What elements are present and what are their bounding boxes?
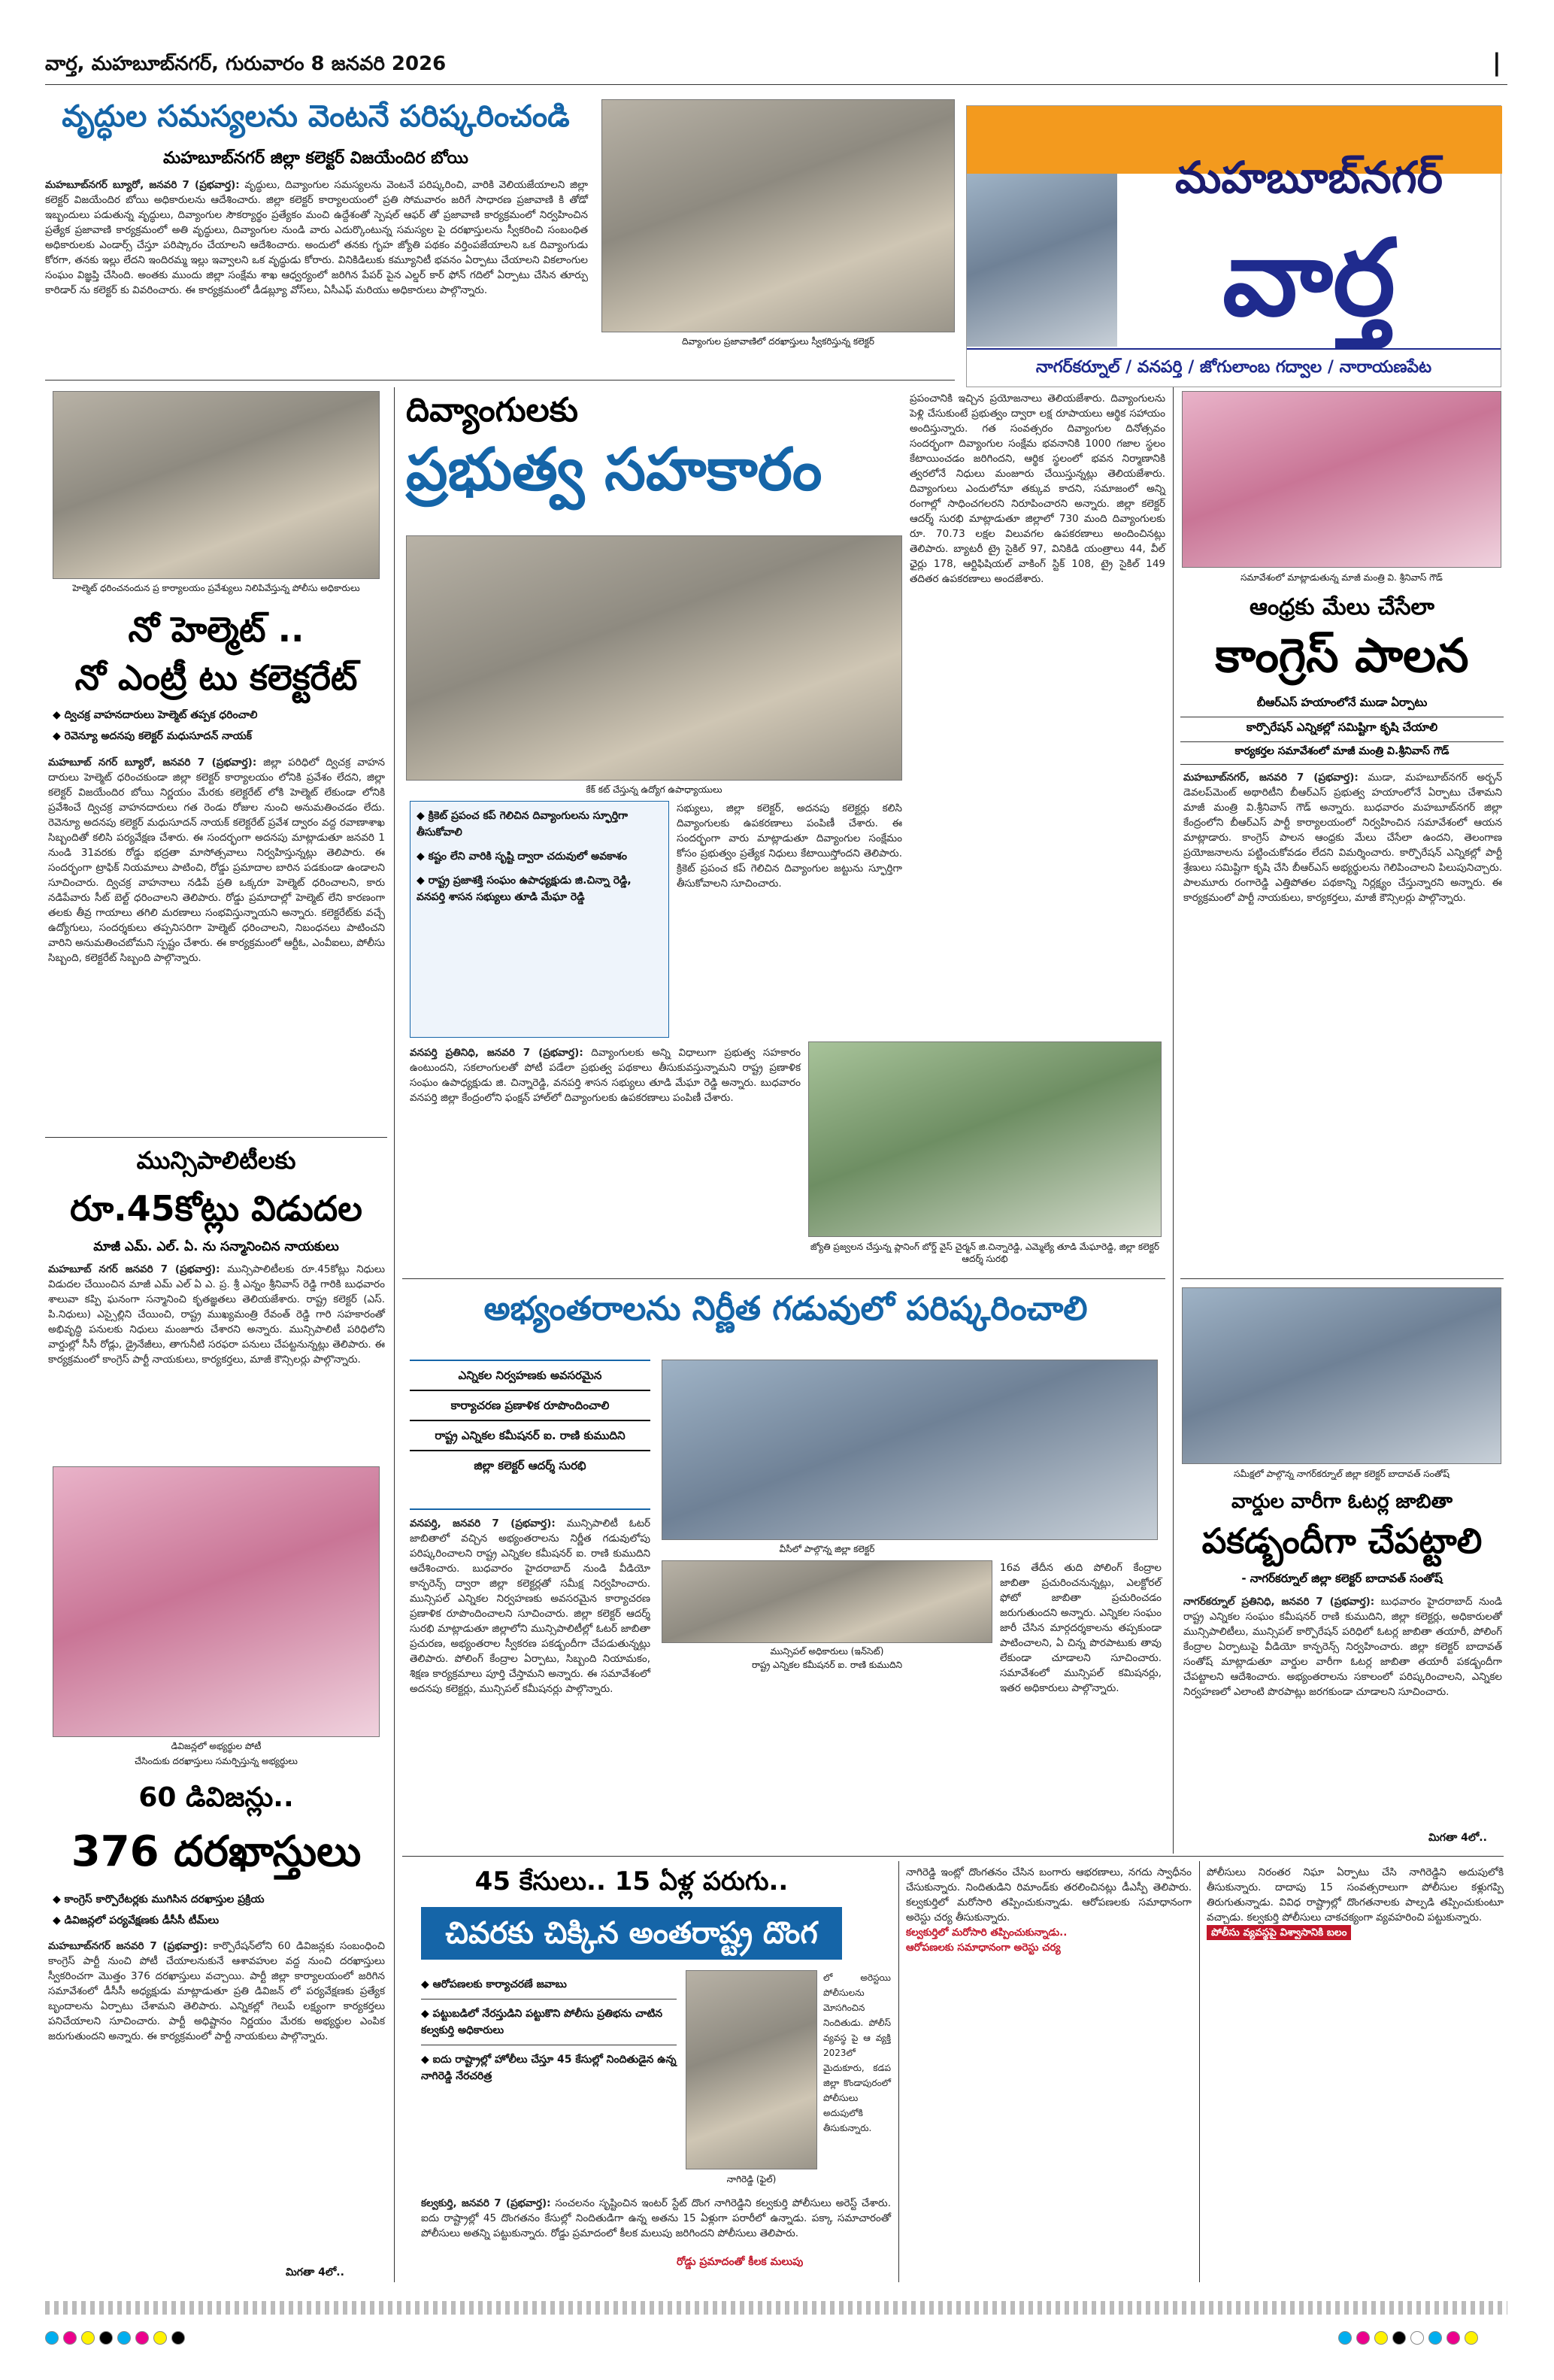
divisions-body: మహబూబ్‌నగర్ జనవరి 7 (ప్రభవార్త): కార్పొరేషన్‌లోని 60 డివిజన్లకు సంబంధించి కాంగ్రెస్ పార్టీ నుంచి పోటీ చేయాలనుకునే ఆశావహుల వద్ద నుంచి దరఖాస్తులు స్వీకరించగా మొత్తం 376 దరఖాస్తులు వచ్చాయి. పార్టీ జిల్లా కార్యాలయంలో జరిగిన సమావేశంలో డీసీసీ అధ్యక్షుడు మాట్లాడుతూ ప్రతి డివిజన్ లో పర్యవేక్షణకు ప్రత్యేక బృందాలను ఏర్పాటు చేశామని తెలిపారు. ఎన్నికల్లో గెలుపే లక్ష్యంగా కార్యకర్తలు పనిచేయాలని సూచించారు. పార్టీ అధిష్టానం నిర్ణయం మేరకు అభ్యర్థుల ఎంపిక జరుగుతుందని అన్నారు. ఈ కార్యక్రమంలో పార్టీ నాయకులు పాల్గొన్నారు. [48, 1940, 385, 2042]
section-rule [402, 1856, 1504, 1857]
congress-kicker: ఆంధ్రకు మేలు చేసేలా [1250, 594, 1434, 620]
column-rule [898, 1861, 899, 2282]
helmet-body: మహబూబ్ నగర్ బ్యూరో, జనవరి 7 (ప్రభవార్త): జిల్లా పరిధిలో ద్విచక్ర వాహన దారులు హెల్మెట్ ధరించకుండా జిల్లా కలెక్టర్ కార్యాలయం లోనికి ప్రవేశం లేదని, జిల్లా కలెక్టర్ విజయేందిర బోయి నిర్ణయం మేరకు కలెక్టరేట్ లోకి హెల్మెట్ లేకుండా లోనికి ప్రవేశించే ద్విచక్ర వాహనదారులు గత రెండు రోజుల నుంచి అనుమతించడం లేదు. రెవెన్యూ అదనపు కలెక్టర్ మధుసూదన్ నాయక్ కలెక్టరేట్ ప్రవేశ ద్వారం వద్ద రవాణాశాఖ సిబ్బందితో కలిసి పర్యవేక్షణ చేశారు. ఈ సందర్భంగా అదనపు మాట్లాడుతూ జనవరి 1 నుండి 31వరకు రోడ్డు భద్రతా మాసోత్సవాలు నిర్వహిస్తున్నట్లు తెలిపారు. ఈ సందర్భంగా ట్రాఫిక్ నియమాలు పాటించి, రోడ్డు ప్రమాదాల బారిన పడకుండా ఉండాలని సూచించారు. ద్విచక్ర వాహనాలు నడిపే ప్రతి ఒక్కరూ హెల్మెట్ ధరించాలని, కారు నడిపేవారు సీట్ బెల్ట్ ధరించాలని తెలిపారు. రోడ్డు ప్రమాదాల్లో హెల్మెట్ లేని కారణంగా తలకు తీవ్ర గాయాలు తగిలి మరణాలు సంభవిస్తున్నాయని అన్నారు. కలెక్టరేట్‌కు వచ్చే ఉద్యోగులు, సందర్శకులు తప్పనిసరిగా హెల్మెట్ ధరించాలని, నిబంధనలు పాటించని వారిని అనుమతించబోమని స్పష్టం చేశారు. ఈ కార్యక్రమంలో ఆర్టీఓ, ఎంవీఐలు, పోలీసు సిబ్బంది, కలెక్టరేట్ సిబ్బంది పాల్గొన్నారు. [48, 756, 385, 964]
municipal-body: మహబూబ్ నగర్ జనవరి 7 (ప్రభవార్త): మున్సిపాలిటీలకు రూ.45కోట్లు నిధులు విడుదల చేయించిన మాజీ ఎమ్ ఎల్ ఏ ఎ. ప్ర. శ్రీ ఎన్నం శ్రీనివాస్ రెడ్డి గారికి బుధవారం శాలువా కప్పి ఘనంగా సన్మానించి కృతజ్ఞతలు తెలియజేశారు. రాష్ట్ర కలెక్టర్ (ఎస్. పి.నిధులు) ఎస్సైల్లిని చేయించి, రాష్ట్ర ముఖ్యమంత్రి రేవంత్ రెడ్డి గారి సహకారంతో అభివృద్ధి పనులకు నిధులు మంజూరు చేశారని అన్నారు. మున్సిపాలిటీ పరిధిలోని వార్డుల్లో సీసీ రోడ్లు, డ్రైనేజీలు, తాగునీటి సరఫరా పనులు చేపట్టనున్నట్లు తెలిపారు. ఈ కార్యక్రమంలో కాంగ్రెస్ పార్టీ నాయకులు, కార్యకర్తలు, మాజీ కౌన్సిలర్లు పాల్గొన్నారు. [48, 1263, 386, 1366]
color-dot [1356, 2331, 1370, 2345]
election-photo2-caption-2: రాష్ట్ర ఎన్నికల కమీషనర్ ఐ. రాణి కుముదిని [751, 1660, 903, 1670]
helmet-photo-caption: హెల్మెట్ ధరించనందున ప్ర కార్యాలయం ప్రవేశ్యులు నిలిపివేస్తున్న పోలీసు అధికారులు [72, 583, 360, 593]
section-rule [1180, 1278, 1504, 1279]
election-body-2: 16వ తేదీన తుది పోలింగ్ కేంద్రాల జాబితా ప్రచురించనున్నట్లు, ఎలక్టోరల్ ఫోటో జాబితా ప్రచురించడం జరుగుతుందని అన్నారు. ఎన్నికల సంఘం జారీ చేసిన మార్గదర్శకాలను తప్పకుండా పాటించాలని, ఏ చిన్న పొరపాటుకు తావు లేకుండా చూడాలని సూచించారు. సమావేశంలో మున్సిపల్ కమిషనర్లు, ఇతర అధికారులు పాల్గొన్నారు. [1000, 1562, 1162, 1694]
thief-bullet-3: ◆ ఐదు రాష్ట్రాల్లో హోలీలు చేస్తూ 45 కేసుల్లో నిందితుడైన ఉన్న నాగిరెడ్డి నేరచరిత్ర [421, 2045, 677, 2090]
section-rule [402, 1278, 1165, 1279]
masthead-photo [967, 174, 1117, 347]
congress-photo [1182, 391, 1501, 568]
color-dot [81, 2331, 95, 2345]
divyang-photo2-caption: జ్యోతి ప్రజ్వలన చేస్తున్న ప్లానింగ్ బోర్డ్ వైస్ చైర్మన్ జి.చిన్నారెడ్డి, ఎమ్మెల్యే తూడి మేఘారెడ్డి, జిల్లా కలెక్టర్ ఆదర్శ్ సురభి [810, 1242, 1160, 1264]
helmet-headline2: నో ఎంట్రీ టు కలెక్టరేట్ [74, 657, 358, 698]
brand-top: మహబూబ్‌నగర్ [1175, 152, 1443, 203]
column-rule [1199, 1861, 1200, 2282]
helmet-bullet-1: ◆ ద్విచక్ర వాహనదారులు హెల్మెట్ తప్పక ధరించాలి [53, 707, 383, 723]
voters-continued: మిగతా 4లో.. [1428, 1832, 1487, 1844]
voters-headline: పకడ్బందీగా చేపట్టాలి [1201, 1520, 1483, 1561]
divisions-bullet-2: ◆ డివిజన్లలో పర్యవేక్షణకు డీసీసీ టీమ్‌లు [53, 1912, 383, 1929]
top-rule [45, 84, 1507, 85]
color-dot [99, 2331, 113, 2345]
divisions-bullet-1: ◆ కాంగ్రెస్ కార్పొరేటర్లకు ముగిసిన దరఖాస్తుల ప్రక్రియ [53, 1891, 383, 1908]
masthead-box [966, 105, 1501, 387]
election-box-line-1: ఎన్నికల నిర్వహణకు అవసరమైన [410, 1361, 650, 1391]
page-dateline: వార్త, మహబూబ్‌నగర్, గురువారం 8 జనవరి 2026 [45, 53, 447, 75]
masthead-districts: నాగర్‌కర్నూల్ / వనపర్తి / జోగులాంబ గద్వాల / నారాయణపేట [967, 348, 1501, 384]
voters-kicker: వార్డుల వారీగా ఓటర్ల జాబితా [1231, 1490, 1453, 1513]
divyang-bullet-1: ◆ క్రికెట్ ప్రపంచ కప్ గెలిచిన దివ్యాంగులను స్ఫూర్తిగా తీసుకోవాలి [417, 808, 662, 841]
divyang-col-c: సభ్యులు, జిల్లా కలెక్టర్, అదనపు కలెక్టర్లు కలిసి దివ్యాంగులకు ఉపకరణాలు పంపిణీ చేశారు. ఈ సందర్భంగా వారు మాట్లాడుతూ దివ్యాంగుల సంక్షేమం కోసం ప్రభుత్వం ప్రత్యేక నిధులు కేటాయిస్తోందని తెలిపారు. క్రికెట్ ప్రపంచ కప్ గెలిచిన దివ్యాంగుల జట్టును స్ఫూర్తిగా తీసుకోవాలని సూచించారు. [677, 802, 902, 890]
divyang-col-a-wrap [910, 391, 1165, 1030]
election-summary-box [410, 1360, 650, 1510]
election-photo-caption: వీసీలో పాల్గొన్న జిల్లా కలెక్టర్ [779, 1544, 875, 1554]
divisions-headline1: 60 డివిజన్లు.. [138, 1782, 294, 1813]
divisions-photo-caption-2: చేసిందుకు దరఖాస్తులు సమర్పిస్తున్న అభ్యర్థులు [135, 1756, 298, 1766]
color-registration-left [45, 2331, 189, 2348]
helmet-headline1: నో హెల్మెట్ .. [128, 609, 304, 650]
color-dot [1428, 2331, 1442, 2345]
thief-subhead-d: పోలీసు వ్యవస్థపై విశ్వాసానికి బలం [1207, 1925, 1351, 1940]
election-photo-inset [662, 1560, 992, 1643]
brand-main: వార్త [1222, 217, 1395, 340]
voters-photo [1182, 1287, 1501, 1464]
thief-kicker: 45 కేసులు.. 15 ఏళ్ల పరుగు.. [474, 1866, 789, 1896]
color-dot [1446, 2331, 1460, 2345]
divyang-photo-caption: కేక్ కట్ చేస్తున్న ఉద్యోగ ఉపాధ్యాయులు [586, 784, 722, 795]
thief-photo-caption: నాగిరెడ్డి (ఫైల్) [726, 2174, 777, 2184]
municipal-headline2: రూ.45కోట్లు విడుదల [70, 1188, 362, 1229]
color-registration-right [1338, 2331, 1483, 2348]
thief-bullet-2: ◆ పట్టుబడిలో నేరస్తుడిని పట్టుకొని పోలీసు ప్రతిభను చాటిన కల్వకుర్తి అధికారులు [421, 2000, 677, 2045]
color-dot [45, 2331, 59, 2345]
election-box-line-4: జిల్లా కలెక్టర్ ఆదర్శ్ సురభి [474, 1459, 586, 1472]
voters-photo-caption: సమీక్షలో పాల్గొన్న నాగర్‌కర్నూల్ జిల్లా కలెక్టర్ బాదావత్ సంతోష్ [1233, 1469, 1449, 1479]
congress-sub3: కార్యకర్తల సమావేశంలో మాజీ మంత్రి వి.శ్రీనివాస్ గౌడ్ [1180, 745, 1504, 765]
divyang-highlights [410, 801, 669, 1038]
divyang-photo [406, 535, 902, 781]
congress-headline: కాంగ్రెస్ పాలన [1215, 628, 1469, 683]
divyang-headline2: ప్రభుత్వ సహకారం [406, 436, 822, 504]
helmet-bullet-2: ◆ రెవెన్యూ అదనపు కలెక్టర్ మధుసూదన్ నాయక్ [53, 728, 383, 744]
thief-headline: చివరకు చిక్కిన అంతరాష్ట్ర దొంగ [421, 1907, 842, 1960]
thief-col-d: పోలీసులు నిరంతర నిఘా ఏర్పాటు చేసి నాగిరెడ్డిని అదుపులోకి తీసుకున్నారు. దాదాపు 15 సంవత్సరాలుగా పోలీసుల కళ్లుగప్పి తిరుగుతున్నాడు. వివిధ రాష్ట్రాల్లో దొంగతనాలకు పాల్పడి తప్పించుకుంటూ వచ్చాడు. కల్వకుర్తి పోలీసులు చాకచక్యంగా వ్యవహరించి పట్టుకున్నారు. పోలీసు వ్యవస్థపై విశ్వాసానికి బలం [1207, 1866, 1504, 1939]
divyang-bullet-3: ◆ రాష్ట్ర ప్రజాశక్తి సంఘం ఉపాధ్యక్షుడు జి.చిన్నా రెడ్డి, వనపర్తి శాసన సభ్యులు తూడి మేఘా రెడ్డి [417, 872, 662, 905]
story1-photo-caption: దివ్యాంగుల ప్రజావాణిలో దరఖాస్తులు స్వీకరిస్తున్న కలెక్టర్ [681, 336, 875, 347]
story1-subhead: మహబూబ్‌నగర్ జిల్లా కలెక్టర్ విజయేందిర బోయి [163, 149, 468, 168]
color-dot [117, 2331, 131, 2345]
voters-sub: - నాగర్‌కర్నూల్ జిల్లా కలెక్టర్ బాదావత్ సంతోష్ [1241, 1572, 1443, 1585]
congress-body: మహబూబ్‌నగర్, జనవరి 7 (ప్రభవార్త): ముడా, మహబూబ్‌నగర్ అర్బన్ డెవలప్‌మెంట్ అథారిటీని బీఆర్ఎస్ ప్రభుత్వ హయాంలోనే ఏర్పాటు చేశామని మాజీ మంత్రి వి.శ్రీనివాస్ గౌడ్ అన్నారు. బుధవారం మహబూబ్‌నగర్ జిల్లా కేంద్రంలోని బీఆర్ఎస్ పార్టీ కార్యాలయంలో నిర్వహించిన సమావేశంలో ఆయన మాట్లాడారు. కాంగ్రెస్ పాలన ఆంధ్రకు మేలు చేసేలా ఉందని, తెలంగాణ ప్రయోజనాలను పట్టించుకోవడం లేదని విమర్శించారు. కార్పొరేషన్ ఎన్నికల్లో పార్టీ శ్రేణులు సమిష్టిగా కృషి చేసి బీఆర్ఎస్ అభ్యర్థులను గెలిపించాలని పిలుపునిచ్చారు. పాలమూరు రంగారెడ్డి ఎత్తిపోతల పథకాన్ని నిర్లక్ష్యం చేస్తున్నారని అన్నారు. ఈ కార్యక్రమంలో పార్టీ నాయకులు, కార్యకర్తలు, మాజీ కౌన్సిలర్లు పాల్గొన్నారు. [1183, 772, 1502, 904]
column-rule [394, 387, 395, 2282]
color-dot [171, 2331, 185, 2345]
municipal-headline1: మున్సిపాలిటీలకు [136, 1146, 296, 1175]
color-dot [1374, 2331, 1388, 2345]
voters-body: నాగర్‌కర్నూల్ ప్రతినిధి, జనవరి 7 (ప్రభవార్త): బుధవారం హైదరాబాద్ నుండి రాష్ట్ర ఎన్నికల సంఘం కమీషనర్ రాణి కుముదిని, జిల్లా కలెక్టర్లు, అధికారులతో మున్సిపాలిటీలు, మున్సిపల్ కార్పొరేషన్ పరిధిలో ఓటర్ల జాబితా తయారీ, పోలింగ్ కేంద్రాల ఏర్పాటుపై వీడియో కాన్ఫరెన్స్ నిర్వహించారు. జిల్లా కలెక్టర్ బాదావత్ సంతోష్ మాట్లాడుతూ వార్డుల వారీగా ఓటర్ల జాబితా తయారీ పకడ్బందీగా చేపట్టాలని ఆదేశించారు. అభ్యంతరాలను సకాలంలో పరిష్కరించాలని, ఎన్నికల నిర్వహణలో ఎలాంటి పొరపాట్లు జరగకుండా చూడాలని సూచించారు. [1183, 1596, 1502, 1698]
thief-col-c: నాగిరెడ్డి ఇంట్లో దొంగతనం చేసిన బంగారు ఆభరణాలు, నగదు స్వాధీనం చేసుకున్నారు. నిందితుడిని రిమాండ్‌కు తరలించినట్లు డీఎస్పీ తెలిపారు. కల్వకుర్తిలో మరోసారి తప్పించుకున్నాడు. ఆరోపణలకు సమాధానంగా అరెస్టు చర్య తీసుకున్నారు. కల్వకుర్తిలో మరోసారి తప్పించుకున్నాడు.. ఆరోపణలకు సమాధానంగా అరెస్టు చర్య [906, 1866, 1192, 1954]
election-headline: అభ్యంతరాలను నిర్ణీత గడువులో పరిష్కరించాలి [483, 1290, 1088, 1328]
congress-sub1: బీఆర్ఎస్ హయాంలోనే ముడా ఏర్పాటు [1180, 696, 1504, 717]
thief-subhead-c1: కల్వకుర్తిలో మరోసారి తప్పించుకున్నాడు.. [906, 1927, 1068, 1939]
color-dot [153, 2331, 167, 2345]
thief-col-b: కల్వకుర్తి, జనవరి 7 (ప్రభవార్త): సంచలనం సృష్టించిన ఇంటర్ స్టేట్ దొంగ నాగిరెడ్డిని కల్వకుర్తి పోలీసులు అరెస్ట్ చేశారు. ఐదు రాష్ట్రాల్లో 45 దొంగతనం కేసుల్లో నిందితుడిగా ఉన్న అతను 15 ఏళ్లుగా పరారీలో ఉన్నాడు. పక్కా సమాచారంతో పోలీసులు అతన్ని పట్టుకున్నారు. రోడ్డు ప్రమాదంలో కీలక మలుపు జరిగిందని పోలీసులు తెలిపారు. [421, 2197, 892, 2239]
divisions-headline2: 376 దరఖాస్తులు [71, 1827, 362, 1876]
page-mark: | [1492, 48, 1501, 77]
color-dot [1338, 2331, 1352, 2345]
divyang-photo-2 [808, 1041, 1162, 1237]
election-box-line-2: కార్యాచరణ ప్రణాళిక రూపొందించాలి [410, 1391, 650, 1421]
color-dot [1410, 2331, 1424, 2345]
thief-subhead-b: రోడ్డు ప్రమాదంతో కీలక మలుపు [677, 2256, 804, 2268]
congress-photo-caption: సమావేశంలో మాట్లాడుతున్న మాజీ మంత్రి వి. శ్రీనివాస్ గౌడ్ [1240, 572, 1443, 583]
election-photo [662, 1360, 1158, 1540]
thief-subhead-c2: ఆరోపణలకు సమాధానంగా అరెస్టు చర్య [906, 1942, 1061, 1954]
divyang-bullet-2: ◆ కష్టం లేని వారికి సృష్టి ద్వారా చదువులో అవకాశం [417, 848, 662, 865]
municipal-subhead: మాజీ ఎమ్. ఎల్. ఏ. ను సన్మానించిన నాయకులు [93, 1239, 339, 1254]
divyang-col-b: వనపర్తి ప్రతినిధి, జనవరి 7 (ప్రభవార్త): దివ్యాంగులకు అన్ని విధాలుగా ప్రభుత్వ సహకారం ఉంటుందని, సకలాంగులతో పోటీ పడేలా ప్రభుత్వ పథకాలు తీసుకువస్తున్నామని రాష్ట్ర ప్రణాళిక సంఘం ఉపాధ్యక్షుడు జి. చిన్నారెడ్డి, వనపర్తి శాసన సభ్యులు తూడి మేఘా రెడ్డి అన్నారు. బుధవారం వనపర్తి జిల్లా కేంద్రంలోని ఫంక్షన్ హాల్‌లో దివ్యాంగులకు ఉపకరణాలు పంపిణీ చేశారు. [410, 1047, 801, 1104]
divisions-continued: మిగతా 4లో.. [286, 2266, 344, 2278]
election-box-line-3: రాష్ట్ర ఎన్నికల కమీషనర్ ఐ. రాణి కుముదిని [410, 1421, 650, 1451]
helmet-photo [53, 391, 380, 579]
thief-bullet-1: ◆ ఆరోపణలకు కార్యాచరణే జవాబు [421, 1970, 677, 2000]
thief-photo [686, 1970, 817, 2169]
thief-col-a: లో అరెస్టయి పోలీసులను మోసగించిన నిందితుడు. పోలీస్ వ్యవస్థ పై ఆ వ్యక్తి 2023లో మైదుకూరు, కడప జిల్లా కొండాపురంలో పోలీసులు అదుపులోకి తీసుకున్నారు. [823, 1972, 891, 2133]
color-dot [1465, 2331, 1478, 2345]
color-dot [135, 2331, 149, 2345]
color-dot [63, 2331, 77, 2345]
column-rule [1173, 387, 1174, 1854]
story1-photo [601, 99, 955, 332]
footer-bar [45, 2301, 1507, 2315]
divisions-photo [53, 1466, 380, 1737]
section-rule [45, 1137, 387, 1138]
color-dot [1392, 2331, 1406, 2345]
congress-sub2: కార్పొరేషన్ ఎన్నికల్లో సమిష్టిగా కృషి చేయాలి [1180, 720, 1504, 742]
election-body: వనపర్తి, జనవరి 7 (ప్రభవార్త): మున్సిపాలిటీ ఓటర్ జాబితాలో వచ్చిన అభ్యంతరాలను నిర్ణీత గడువులోపు పరిష్కరించాలని రాష్ట్ర ఎన్నికల కమీషనర్ ఐ. రాణి కుముదిని ఆదేశించారు. బుధవారం హైదరాబాద్ నుండి వీడియో కాన్ఫరెన్స్ ద్వారా జిల్లా కలెక్టర్లతో సమీక్ష నిర్వహించారు. మున్సిపల్ ఎన్నికల నిర్వహణకు అవసరమైన కార్యాచరణ ప్రణాళిక రూపొందించాలని సూచించారు. జిల్లా కలెక్టర్ ఆదర్శ్ సురభి మాట్లాడుతూ జిల్లాలోని మున్సిపాలిటీల్లో ఓటర్ జాబితా ప్రచురణ, అభ్యంతరాల స్వీకరణ పకడ్బందీగా చేపడుతున్నట్లు తెలిపారు. పోలింగ్ కేంద్రాల ఏర్పాటు, సిబ్బంది నియామకం, శిక్షణ కార్యక్రమాలు పూర్తి చేస్తామని అన్నారు. ఈ సమావేశంలో అదనపు కలెక్టర్లు, మున్సిపల్ కమీషనర్లు పాల్గొన్నారు. [410, 1517, 651, 1695]
divyang-headline1: దివ్యాంగులకు [406, 391, 578, 429]
story1-headline: వృద్ధుల సమస్యలను వెంటనే పరిష్కరించండి [62, 99, 570, 134]
election-photo2-caption-1: మున్సిపల్ అధికారులు (ఇన్‌సెట్) [770, 1646, 884, 1657]
divyang-col-a: ప్రపంచానికి ఇచ్చిన ప్రయోజనాలు తెలియజేశారు. దివ్యాంగులను పెళ్లి చేసుకుంటే ప్రభుత్వం ద్వారా లక్ష రూపాయలు ఆర్థిక సహాయం అందిస్తున్నారు. గత సంవత్సరం దివ్యాంగుల దినోత్సవం సందర్భంగా దివ్యాంగుల సంక్షేమ భవనానికి 1000 గజాల స్థలం కేటాయించడం జరిగిందని, ఆర్థిక స్థలంలో భవన నిర్మాణానికి త్వరలోనే నిధులు మంజూరు చేయిస్తున్నట్లు తెలియజేశారు. దివ్యాంగులు ఎందులోనూ తక్కువ కాదని, సమాజంలో అన్ని రంగాల్లో సాధించగలరని నిరూపించారని అన్నారు. జిల్లా కలెక్టర్ ఆదర్శ్ సురభి మాట్లాడుతూ జిల్లాలో 730 మంది దివ్యాంగులకు రూ. 70.73 లక్షల విలువగల ఉపకరణాలు అందించినట్లు తెలిపారు. బ్యాటరీ ట్రై సైకిల్ 97, వినికిడి యంత్రాలు 44, వీల్ ఛైర్లు 178, ఆర్టిఫిషియల్ వాకింగ్ స్టిక్ 108, ట్రై సైకిల్ 149 తదితర ఉపకరణాలు అందజేశారు. [910, 393, 1165, 585]
divisions-photo-caption: డివిజన్లలో అభ్యర్థుల పోటీ [171, 1741, 262, 1751]
thief-bullets [421, 1970, 677, 2090]
story1-body: మహబూబ్‌నగర్ బ్యూరో, జనవరి 7 (ప్రభవార్త): వృద్ధులు, దివ్యాంగుల సమస్యలను వెంటనే పరిష్కరించి, వారికి వెలియజేయాలని జిల్లా కలెక్టర్ విజయేందిర బోయి అధికారులను ఆదేశించారు. జిల్లా కలెక్టర్ కార్యాలయంలో ప్రతి సోమవారం జరిగే సాధారణ ప్రజావాణి కి తోడో ఇబ్బందులు పడుతున్న వృద్ధులు, దివ్యాంగుల సౌకర్యార్థం ప్రత్యేకం మంచి ఉద్దేశంతో స్పెషల్ ఆఫర్ తో ప్రజావాణి కార్యక్రమంలో నిర్వహించిన ప్రత్యేక ప్రజావాణి కార్యక్రమంలో అతి వృద్ధులు, దివ్యాంగుల నుండి వారు ఎదుర్కొంటున్న సమస్యల పై దరఖాస్తులను స్వీకరించి సంబంధిత అధికారులకు ఎండార్స్ చేస్తూ పరిష్కారం చేయాలని ఆదేశించారు. అందులో తనకు గృహ జ్యోతి పథకం వర్తింపజేయాలని ఒక దివ్యాంగుడు కోరగా, తనకు ఇల్లు లేదని ఇందిరమ్మ ఇల్లు ఇవ్వాలని ఒక వృద్ధుడు కోరారు. వినికిడిలుకు కమ్యూనిటీ భవనం ఏర్పాటు చేయాలని వికలాంగుల సంఘం విజ్ఞప్తి చేసింది. అంతకు ముందు జిల్లా సంక్షేమ శాఖ ఆధ్వర్యంలో జరిగిన పేపర్ పైన ఎల్డర్ కార్ ఫోన్ గదిలో ఏర్పాటు చేసిన తూర్పు కారిడార్ ను కలెక్టర్ కు వివరించారు. ఈ కార్యక్రమంలో డీడబ్ల్యూ వోస్‌లు, ఏసీఎఫ్ మరియు అధికారులు పాల్గొన్నారు. [45, 179, 588, 296]
